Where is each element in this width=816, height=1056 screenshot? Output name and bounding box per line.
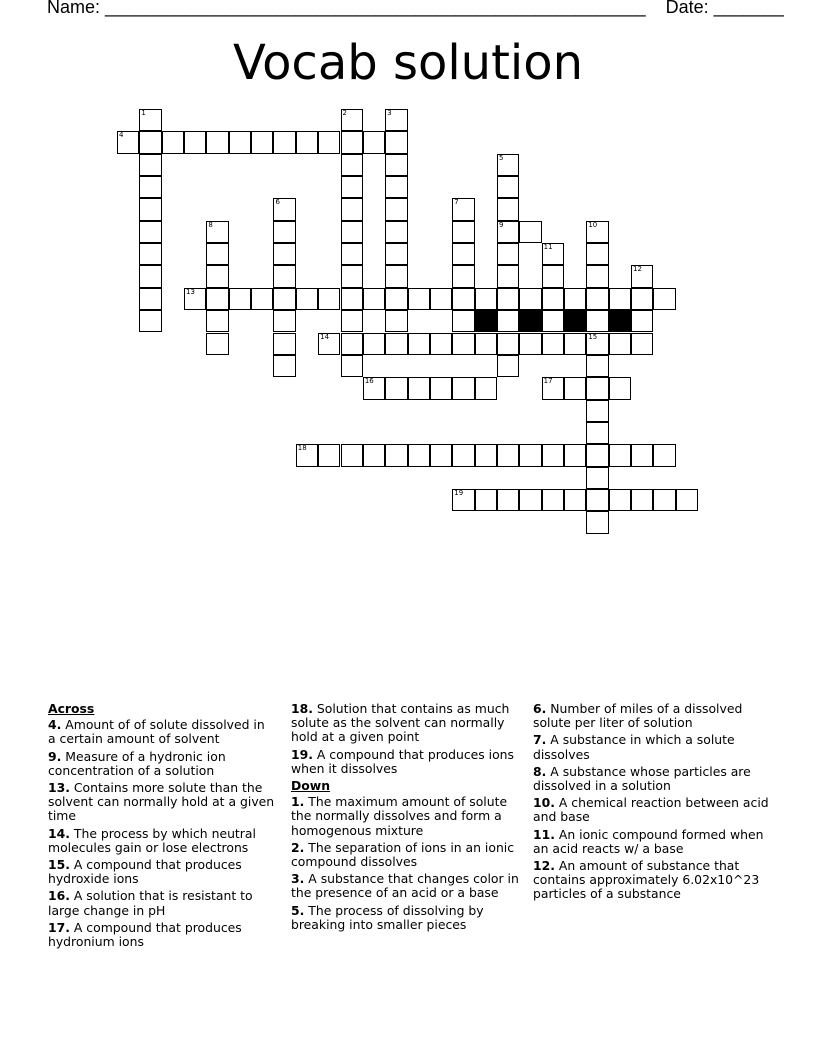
clue-across-16: 16. A solution that is resistant to large change in pH xyxy=(48,888,253,918)
crossword-cell[interactable] xyxy=(341,221,363,243)
crossword-cell[interactable] xyxy=(564,333,586,355)
crossword-cell[interactable] xyxy=(341,333,363,355)
crossword-cell[interactable] xyxy=(139,288,161,310)
clue-across-14: 14. The process by which neutral molecules gain or lose electrons xyxy=(48,825,256,855)
crossword-cell[interactable] xyxy=(408,444,430,466)
crossword-cell[interactable] xyxy=(273,131,295,153)
crossword-cell[interactable] xyxy=(586,489,608,511)
crossword-cell[interactable] xyxy=(519,333,541,355)
crossword-cell[interactable] xyxy=(475,444,497,466)
crossword-cell[interactable] xyxy=(497,333,519,355)
clue-number: 4 xyxy=(119,131,124,140)
clue-number: 10 xyxy=(588,220,598,229)
crossword-cell[interactable] xyxy=(497,310,519,332)
crossword-cell[interactable] xyxy=(609,288,631,310)
crossword-cell[interactable] xyxy=(206,310,228,332)
crossword-cell[interactable] xyxy=(586,310,608,332)
crossword-cell[interactable] xyxy=(273,310,295,332)
crossword-cell[interactable] xyxy=(452,265,474,287)
crossword-cell[interactable] xyxy=(385,310,407,332)
crossword-cell[interactable] xyxy=(139,265,161,287)
clue-down-6: 6. Number of miles of a dissolved solute per liter of solution xyxy=(533,701,743,731)
crossword-cell[interactable] xyxy=(408,288,430,310)
crossword-cell[interactable] xyxy=(229,288,251,310)
crossword-cell[interactable] xyxy=(341,154,363,176)
crossword-cell[interactable] xyxy=(542,489,564,511)
crossword-cell[interactable] xyxy=(341,310,363,332)
crossword-cell[interactable] xyxy=(653,288,675,310)
crossword-cell[interactable] xyxy=(206,243,228,265)
crossword-cell[interactable] xyxy=(363,444,385,466)
clue-number: 9 xyxy=(498,220,504,229)
crossword-cell[interactable] xyxy=(296,444,318,466)
crossword-cell[interactable] xyxy=(564,377,586,399)
clue-number: 19 xyxy=(454,488,464,497)
clues-column-1 xyxy=(48,702,276,952)
crossword-cell[interactable] xyxy=(452,377,474,399)
crossword-cell[interactable] xyxy=(318,288,340,310)
crossword-cell[interactable] xyxy=(273,198,295,220)
clue-number: 11 xyxy=(543,243,553,252)
crossword-cell[interactable] xyxy=(408,333,430,355)
crossword-cell[interactable] xyxy=(475,377,497,399)
crossword-cell[interactable] xyxy=(341,176,363,198)
crossword-cell[interactable] xyxy=(653,489,675,511)
clue-down-8: 8. A substance whose particles are dissolved in a solution xyxy=(533,763,751,794)
crossword-cell[interactable] xyxy=(452,310,474,332)
crossword-cell[interactable] xyxy=(363,377,385,399)
crossword-cell[interactable] xyxy=(385,265,407,287)
clue-number: 2 xyxy=(342,109,347,117)
crossword-cell[interactable] xyxy=(273,243,295,265)
clue-across-15: 15. A compound that produces hydroxide ions xyxy=(48,857,242,887)
crossword-cell[interactable] xyxy=(184,131,206,153)
crossword-cell[interactable] xyxy=(452,243,474,265)
crossword-cell[interactable] xyxy=(586,333,608,355)
clue-down-5: 5. The process of dissolving by breaking into smaller pieces xyxy=(291,902,484,932)
clue-number: 18 xyxy=(297,444,307,453)
crossword-cell[interactable] xyxy=(385,176,407,198)
clue-number: 7 xyxy=(454,198,459,207)
crossword-cell[interactable] xyxy=(318,131,340,153)
crossword-cell[interactable] xyxy=(251,131,273,153)
crossword-cell[interactable] xyxy=(206,288,228,310)
crossword-cell[interactable] xyxy=(273,333,295,355)
crossword-cell[interactable] xyxy=(497,243,519,265)
crossword-cell[interactable] xyxy=(609,489,631,511)
black-square xyxy=(519,310,541,332)
crossword-cell[interactable] xyxy=(363,131,385,153)
clue-number: 12 xyxy=(633,265,642,274)
clue-number: 8 xyxy=(208,220,213,229)
crossword-cell[interactable] xyxy=(586,355,608,377)
crossword-cell[interactable] xyxy=(631,444,653,466)
crossword-cell[interactable] xyxy=(475,489,497,511)
crossword-cell[interactable] xyxy=(341,288,363,310)
clue-number: 5 xyxy=(498,153,504,162)
crossword-cell[interactable] xyxy=(430,377,452,399)
crossword-cell[interactable] xyxy=(631,288,653,310)
crossword-cell[interactable] xyxy=(586,400,608,422)
crossword-cell[interactable] xyxy=(542,265,564,287)
clue-down-2: 2. The separation of ions in an ionic compound dissolves xyxy=(291,839,515,870)
crossword-cell[interactable] xyxy=(139,243,161,265)
crossword-cell[interactable] xyxy=(385,444,407,466)
crossword-cell[interactable] xyxy=(385,154,407,176)
crossword-cell[interactable] xyxy=(206,265,228,287)
crossword-cell[interactable] xyxy=(631,310,653,332)
crossword-cell[interactable] xyxy=(609,444,631,466)
crossword-cell[interactable] xyxy=(452,221,474,243)
crossword-cell[interactable] xyxy=(564,489,586,511)
crossword-cell[interactable] xyxy=(452,198,474,220)
clue-down-10: 10. A chemical reaction between acid and base xyxy=(533,795,769,825)
crossword-cell[interactable] xyxy=(631,489,653,511)
crossword-cell[interactable] xyxy=(430,444,452,466)
clue-down-12: 12. An amount of substance that contains approximately 6.02x10^23 particles of a substance xyxy=(533,858,760,902)
clue-down-3: 3. A substance that changes color in the presence of an acid or a base xyxy=(291,871,519,901)
crossword-cell[interactable] xyxy=(542,377,564,399)
crossword-cell[interactable] xyxy=(586,511,608,533)
crossword-cell[interactable] xyxy=(497,154,519,176)
clue-across-4: 4. Amount of of solute dissolved in a certain amount of solvent xyxy=(48,717,265,747)
crossword-cell[interactable] xyxy=(452,444,474,466)
crossword-cell[interactable] xyxy=(542,288,564,310)
clue-down-7: 7. A substance in which a solute dissolves xyxy=(533,732,735,762)
crossword-cell[interactable] xyxy=(139,198,161,220)
crossword-cell[interactable] xyxy=(497,444,519,466)
crossword-cell[interactable] xyxy=(385,109,407,131)
crossword-cell[interactable] xyxy=(519,221,541,243)
clue-across-17: 17. A compound that produces hydronium ions xyxy=(48,919,242,950)
crossword-cell[interactable] xyxy=(385,198,407,220)
crossword-cell[interactable] xyxy=(542,333,564,355)
across-heading: Across xyxy=(48,701,95,716)
crossword-cell[interactable] xyxy=(430,288,452,310)
crossword-cell[interactable] xyxy=(341,198,363,220)
down-heading: Down xyxy=(291,778,331,794)
black-square xyxy=(609,310,631,332)
crossword-cell[interactable] xyxy=(273,221,295,243)
crossword-cell[interactable] xyxy=(497,489,519,511)
crossword-cell[interactable] xyxy=(452,333,474,355)
clue-across-19: 19. A compound that produces ions when it dissolves xyxy=(291,746,514,776)
crossword-cell[interactable] xyxy=(341,243,363,265)
clue-number: 6 xyxy=(275,198,280,207)
crossword-cell[interactable] xyxy=(341,444,363,466)
crossword-cell[interactable] xyxy=(296,288,318,310)
clue-number: 17 xyxy=(543,377,553,386)
crossword-cell[interactable] xyxy=(519,489,541,511)
crossword-cell[interactable] xyxy=(452,288,474,310)
clue-number: 14 xyxy=(320,332,330,341)
crossword-cell[interactable] xyxy=(408,377,430,399)
clue-across-18: 18. Solution that contains as much solute as the solvent can normally hold at a given point xyxy=(291,701,510,745)
crossword-cell[interactable] xyxy=(162,131,184,153)
crossword-cell[interactable] xyxy=(631,333,653,355)
clue-number: 16 xyxy=(364,377,374,386)
crossword-cell[interactable] xyxy=(653,444,675,466)
crossword-cell[interactable] xyxy=(341,265,363,287)
clue-down-1: 1. The maximum amount of solute the normally dissolves and form a homogenous mixture xyxy=(291,794,508,838)
clue-number: 1 xyxy=(141,109,146,117)
crossword-cell[interactable] xyxy=(385,243,407,265)
clue-across-13: 13. Contains more solute than the solvent can normally hold at a given time xyxy=(48,780,275,824)
clue-number: 3 xyxy=(387,109,392,117)
crossword-cell[interactable] xyxy=(139,154,161,176)
clue-across-9: 9. Measure of a hydronic ion concentration of a solution xyxy=(48,748,226,778)
crossword-cell[interactable] xyxy=(341,355,363,377)
black-square xyxy=(475,310,497,332)
crossword-cell[interactable] xyxy=(139,176,161,198)
crossword-cell[interactable] xyxy=(318,333,340,355)
crossword-cell[interactable] xyxy=(318,444,340,466)
crossword-cell[interactable] xyxy=(542,444,564,466)
crossword-cell[interactable] xyxy=(631,265,653,287)
crossword-cell[interactable] xyxy=(385,288,407,310)
crossword-cell[interactable] xyxy=(206,333,228,355)
crossword-cell[interactable] xyxy=(497,198,519,220)
crossword-cell[interactable] xyxy=(139,131,161,153)
crossword-cell[interactable] xyxy=(609,377,631,399)
crossword-cell[interactable] xyxy=(206,221,228,243)
crossword-cell[interactable] xyxy=(475,288,497,310)
crossword-cell[interactable] xyxy=(296,131,318,153)
crossword-cell[interactable] xyxy=(385,377,407,399)
crossword-cell[interactable] xyxy=(385,221,407,243)
crossword-cell[interactable] xyxy=(542,243,564,265)
crossword-cell[interactable] xyxy=(273,288,295,310)
crossword-cell[interactable] xyxy=(273,265,295,287)
crossword-cell[interactable] xyxy=(609,333,631,355)
crossword-cell[interactable] xyxy=(363,333,385,355)
clues-column-2 xyxy=(291,702,521,935)
crossword-cell[interactable] xyxy=(475,333,497,355)
clue-number: 15 xyxy=(588,332,598,341)
clue-number: 13 xyxy=(186,287,195,296)
crossword-cell[interactable] xyxy=(676,489,698,511)
clue-down-11: 11. An ionic compound formed when an acid reacts w/ a base xyxy=(533,826,764,856)
page-title: Vocab solution xyxy=(232,35,584,91)
crossword-cell[interactable] xyxy=(117,131,139,153)
crossword-cell[interactable] xyxy=(519,444,541,466)
crossword-cell[interactable] xyxy=(139,221,161,243)
crossword-cell[interactable] xyxy=(542,310,564,332)
name-date-line: Name: ______________________________________________________ Date: _______ xyxy=(47,0,784,17)
crossword-cell[interactable] xyxy=(586,467,608,489)
clues-column-3 xyxy=(533,702,773,905)
crossword-cell[interactable] xyxy=(184,288,206,310)
crossword-cell[interactable] xyxy=(497,355,519,377)
crossword-cell[interactable] xyxy=(586,422,608,444)
crossword-cell[interactable] xyxy=(363,288,385,310)
crossword-cell[interactable] xyxy=(586,444,608,466)
crossword-cell[interactable] xyxy=(586,288,608,310)
crossword-cell[interactable] xyxy=(385,333,407,355)
crossword-cell[interactable] xyxy=(139,310,161,332)
crossword-cell[interactable] xyxy=(564,288,586,310)
crossword-cell[interactable] xyxy=(586,265,608,287)
crossword-cell[interactable] xyxy=(586,243,608,265)
crossword-cell[interactable] xyxy=(497,288,519,310)
crossword-cell[interactable] xyxy=(341,131,363,153)
crossword-cell[interactable] xyxy=(229,131,251,153)
black-square xyxy=(564,310,586,332)
crossword-cell[interactable] xyxy=(564,444,586,466)
crossword-cell[interactable] xyxy=(452,489,474,511)
crossword-cell[interactable] xyxy=(251,288,273,310)
crossword-cell[interactable] xyxy=(519,288,541,310)
crossword-cell[interactable] xyxy=(206,131,228,153)
crossword-cell[interactable] xyxy=(139,109,161,131)
crossword-cell[interactable] xyxy=(273,355,295,377)
crossword-cell[interactable] xyxy=(497,221,519,243)
crossword-cell[interactable] xyxy=(586,377,608,399)
crossword-cell[interactable] xyxy=(586,221,608,243)
crossword-cell[interactable] xyxy=(430,333,452,355)
crossword-cell[interactable] xyxy=(497,176,519,198)
crossword-cell[interactable] xyxy=(497,265,519,287)
crossword-cell[interactable] xyxy=(341,109,363,131)
crossword-cell[interactable] xyxy=(385,131,407,153)
